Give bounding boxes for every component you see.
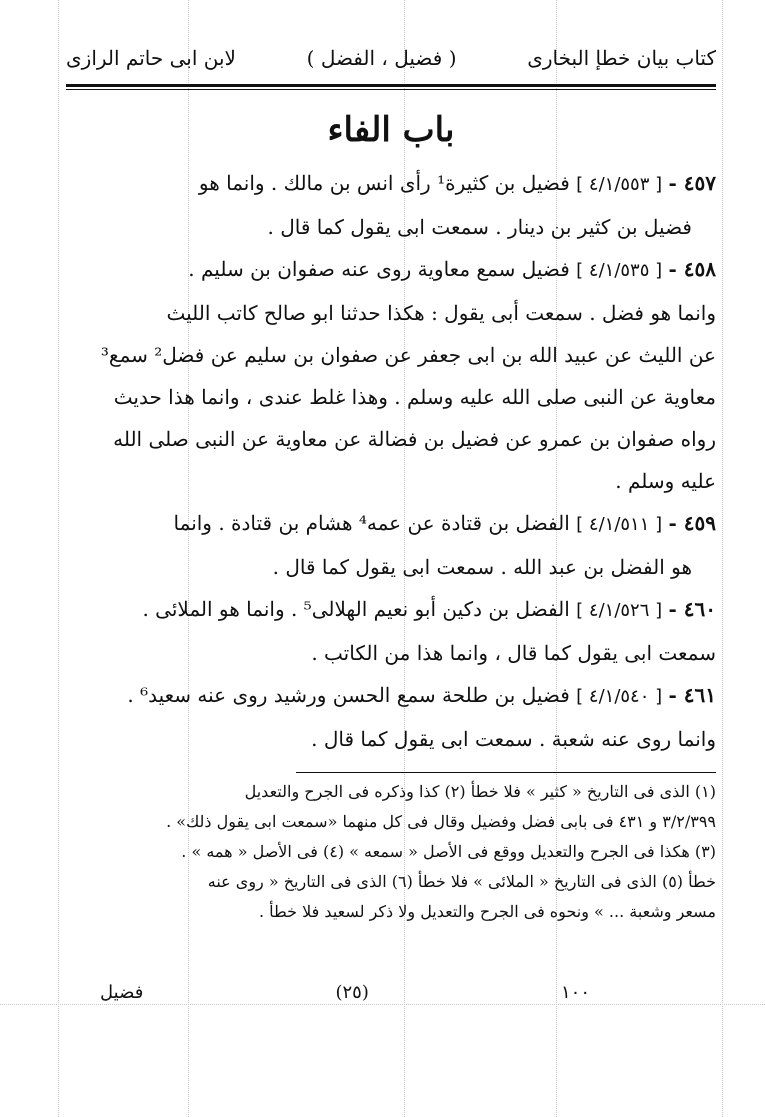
entry-ref: [ ٤/١/٥١١ ] [576, 514, 663, 535]
entry-number: ٤٥٨ - [668, 257, 716, 281]
entry-line: معاوية عن النبى صلى الله عليه وسلم . وهذا غلط عندى ، وانما هذا حديث [113, 385, 716, 409]
chapter-title: باب الفاء [327, 110, 455, 150]
entry-457 [66, 162, 716, 248]
entry-line: وانما روى عنه شعبة . سمعت ابى يقول كما قال . [311, 727, 716, 751]
entry-ref: [ ٤/١/٥٣٥ ] [576, 260, 663, 281]
margin-guide [722, 0, 723, 1117]
footnote-line: (٣) هكذا فى الجرح والتعديل ووقع فى الأصل « سمعه » (٤) فى الأصل « همه » . [181, 842, 716, 861]
running-header [66, 38, 716, 82]
entry-line: فضيل بن كثيرة¹ رأى انس بن مالك . وانما هو [198, 171, 570, 195]
footnote-line: ٣/٢/٣٩٩ و ٤٣١ فى بابى فضل وفضيل وقال فى كل منهما «سمعت ابى يقول ذلك» . [166, 812, 716, 831]
page-number: ١٠٠ [560, 982, 590, 1003]
entry-458 [66, 248, 716, 502]
footnote-line: مسعر وشعبة ... » ونحوه فى الجرح والتعديل ولا ذكر لسعيد فلا خطأ . [258, 902, 716, 921]
gathering-mark: (٢٥) [335, 982, 369, 1003]
entry-ref: [ ٤/١/٥٢٦ ] [576, 600, 663, 621]
entry-459 [66, 502, 716, 588]
entry-line: الفضل بن قتادة عن عمه⁴ هشام بن قتادة . وانما [173, 511, 570, 535]
page-footer [100, 978, 590, 1008]
entry-number: ٤٦١ - [668, 683, 716, 707]
entry-number: ٤٥٩ - [668, 511, 716, 535]
book-title: كتاب بيان خطإ البخارى [527, 46, 716, 70]
author-name: لابن ابى حاتم الرازى [66, 46, 236, 70]
entry-number: ٤٥٧ - [668, 171, 716, 195]
entry-460 [66, 588, 716, 674]
entry-line: رواه صفوان بن عمرو عن فضيل بن فضالة عن معاوية عن النبى صلى الله [113, 427, 716, 451]
header-rule [66, 84, 716, 90]
entry-line: سمعت ابى يقول كما قال ، وانما هذا من الكاتب . [311, 641, 716, 665]
entry-ref: [ ٤/١/٥٤٠ ] [576, 686, 663, 707]
entry-line: هو الفضل بن عبد الله . سمعت ابى يقول كما قال . [272, 555, 692, 579]
entry-line: فضيل بن طلحة سمع الحسن ورشيد روى عنه سعيد⁶ . [127, 683, 570, 707]
footnote-line: (١) الذى فى التاريخ « كثير » فلا خطأ (٢) كذا وذكره فى الجرح والتعديل [244, 782, 716, 801]
footnote-line: خطأ (٥) الذى فى التاريخ « الملائى » فلا خطأ (٦) الذى فى التاريخ « روى عنه [207, 872, 716, 891]
entry-line: الفضل بن دكين أبو نعيم الهلالى⁵ . وانما هو الملائى . [142, 597, 570, 621]
footnotes [66, 777, 716, 927]
entry-ref: [ ٤/١/٥٥٣ ] [576, 174, 663, 195]
section-heading: ( فضيل ، الفضل ) [306, 46, 457, 70]
document-page [66, 38, 716, 927]
entry-461 [66, 674, 716, 760]
entry-line: فضيل بن كثير بن دينار . سمعت ابى يقول كما قال . [267, 215, 692, 239]
catchword: فضيل [100, 982, 144, 1003]
margin-guide [58, 0, 59, 1117]
entry-line: عليه وسلم . [615, 469, 716, 493]
entry-line: فضيل سمع معاوية روى عنه صفوان بن سليم . [188, 257, 570, 281]
entry-line: وانما هو فضل . سمعت أبى يقول : هكذا حدثنا ابو صالح كاتب الليث [166, 301, 716, 325]
entry-number: ٤٦٠ - [668, 597, 716, 621]
entry-line: عن الليث عن عبيد الله بن ابى جعفر عن صفوان بن سليم عن فضل² سمع³ [100, 343, 716, 367]
footnote-rule [296, 772, 716, 773]
